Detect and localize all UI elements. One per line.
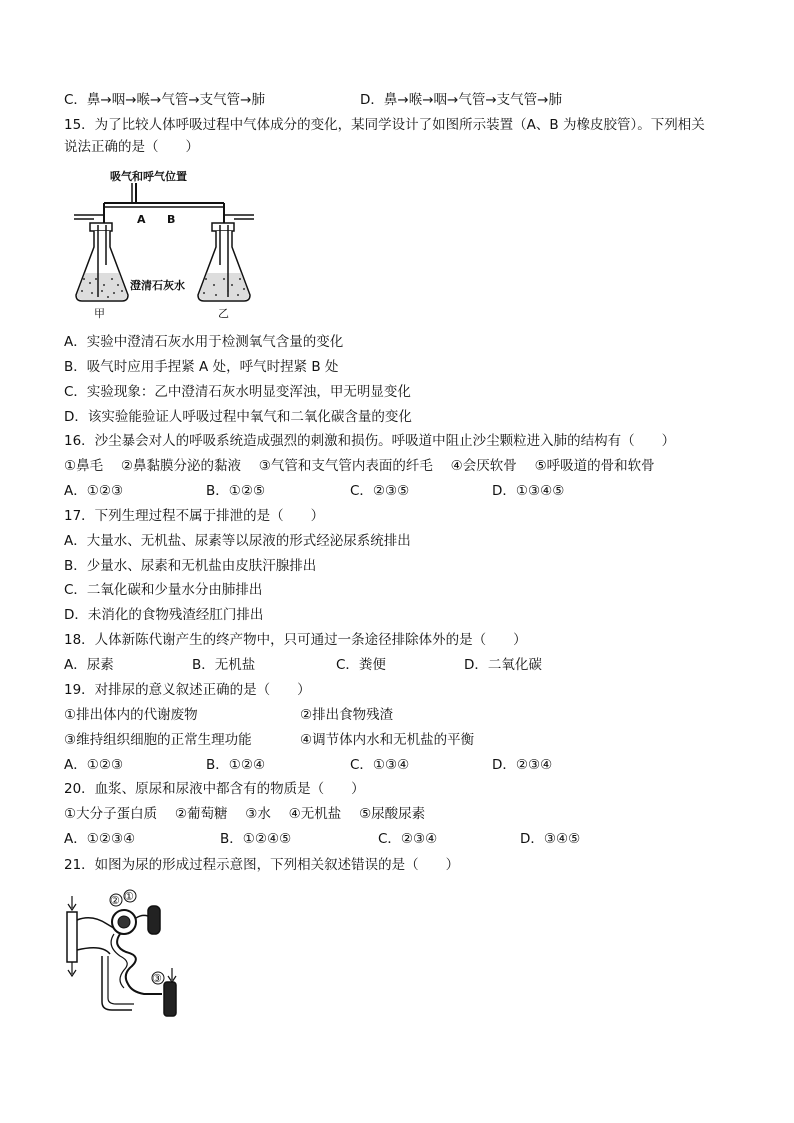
q17-option-a: A．大量水、无机盐、尿素等以尿液的形式经泌尿系统排出	[64, 533, 411, 549]
q19-item-1: ①排出体内的代谢废物	[64, 707, 198, 723]
q18-stem: 18．人体新陈代谢产生的终产物中，只可通过一条途径排除体外的是（ ）	[64, 632, 527, 648]
q19-option-a: A．①②③	[64, 757, 124, 773]
q20-option-a: A．①②③④	[64, 831, 136, 847]
q16-option-d: D．①③④⑤	[492, 483, 565, 499]
q15-figure-title: 吸气和呼气位置	[110, 170, 187, 183]
q16-option-c: C．②③⑤	[350, 483, 410, 499]
q19-stem: 19．对排尿的意义叙述正确的是（ ）	[64, 682, 311, 698]
q15-label-b: B	[167, 213, 176, 226]
q17-option-b: B．少量水、尿素和无机盐由皮肤汗腺排出	[64, 558, 317, 574]
q15-stem-line-2: 说法正确的是（ ）	[64, 139, 199, 155]
q18-option-c: C．粪便	[336, 657, 386, 673]
q20-stem: 20．血浆、原尿和尿液中都含有的物质是（ ）	[64, 781, 365, 797]
q15-option-d: D．该实验能验证人呼吸过程中氧气和二氧化碳含量的变化	[64, 409, 412, 425]
q15-flask-left	[76, 223, 128, 301]
q15-flask-right	[198, 223, 250, 301]
q14-option-c: C．鼻→咽→喉→气管→支气管→肺	[64, 92, 265, 108]
q16-option-a: A．①②③	[64, 483, 124, 499]
q20-option-c: C．②③④	[378, 831, 438, 847]
q15-option-a: A．实验中澄清石灰水用于检测氧气含量的变化	[64, 334, 344, 350]
q15-stem-line-1: 15．为了比较人体呼吸过程中气体成分的变化，某同学设计了如图所示装置（A、B 为橡皮胶管）。下列相关	[64, 117, 705, 133]
q21-label-1: ①	[124, 890, 134, 903]
q18-option-a: A．尿素	[64, 657, 114, 673]
q15-label-a: A	[137, 213, 146, 226]
q17-option-c: C．二氧化碳和少量水分由肺排出	[64, 582, 263, 598]
q20-option-d: D．③④⑤	[520, 831, 581, 847]
q20-items: ①大分子蛋白质 ②葡萄糖 ③水 ④无机盐 ⑤尿酸尿素	[64, 806, 426, 822]
q16-stem: 16．沙尘暴会对人的呼吸系统造成强烈的刺激和损伤。呼吸道中阻止沙尘颗粒进入肺的结构有（ ）	[64, 433, 676, 449]
q19-item-4: ④调节体内水和无机盐的平衡	[300, 732, 475, 748]
q21-label-3: ③	[152, 972, 162, 985]
q19-option-d: D．②③④	[492, 757, 553, 773]
q15-apparatus-figure	[64, 165, 264, 325]
q15-option-b: B．吸气时应用手捏紧 A 处，呼气时捏紧 B 处	[64, 359, 339, 375]
q21-glomerulus	[112, 910, 136, 934]
q19-item-3: ③维持组织细胞的正常生理功能	[64, 732, 252, 748]
q17-option-d: D．未消化的食物残渣经肛门排出	[64, 607, 264, 623]
q15-option-c: C．实验现象：乙中澄清石灰水明显变浑浊，甲无明显变化	[64, 384, 411, 400]
q21-stem: 21．如图为尿的形成过程示意图，下列相关叙述错误的是（ ）	[64, 857, 460, 873]
q15-flask-right-label: 乙	[218, 307, 229, 320]
q18-option-d: D．二氧化碳	[464, 657, 542, 673]
q15-liquid-label: 澄清石灰水	[130, 279, 185, 292]
q19-option-c: C．①③④	[350, 757, 410, 773]
q15-flask-left-label: 甲	[94, 307, 105, 320]
q14-option-d: D．鼻→喉→咽→气管→支气管→肺	[360, 92, 562, 108]
q19-item-2: ②排出食物残渣	[300, 707, 394, 723]
q20-option-b: B．①②④⑤	[220, 831, 292, 847]
q21-label-2: ②	[110, 894, 120, 907]
q16-items: ①鼻毛 ②鼻黏膜分泌的黏液 ③气管和支气管内表面的纤毛 ④会厌软骨 ⑤呼吸道的骨和软骨	[64, 458, 655, 474]
q17-stem: 17．下列生理过程不属于排泄的是（ ）	[64, 508, 325, 524]
q19-option-b: B．①②④	[206, 757, 266, 773]
q18-option-b: B．无机盐	[192, 657, 256, 673]
q21-nephron-figure	[62, 884, 182, 1019]
q16-option-b: B．①②⑤	[206, 483, 266, 499]
